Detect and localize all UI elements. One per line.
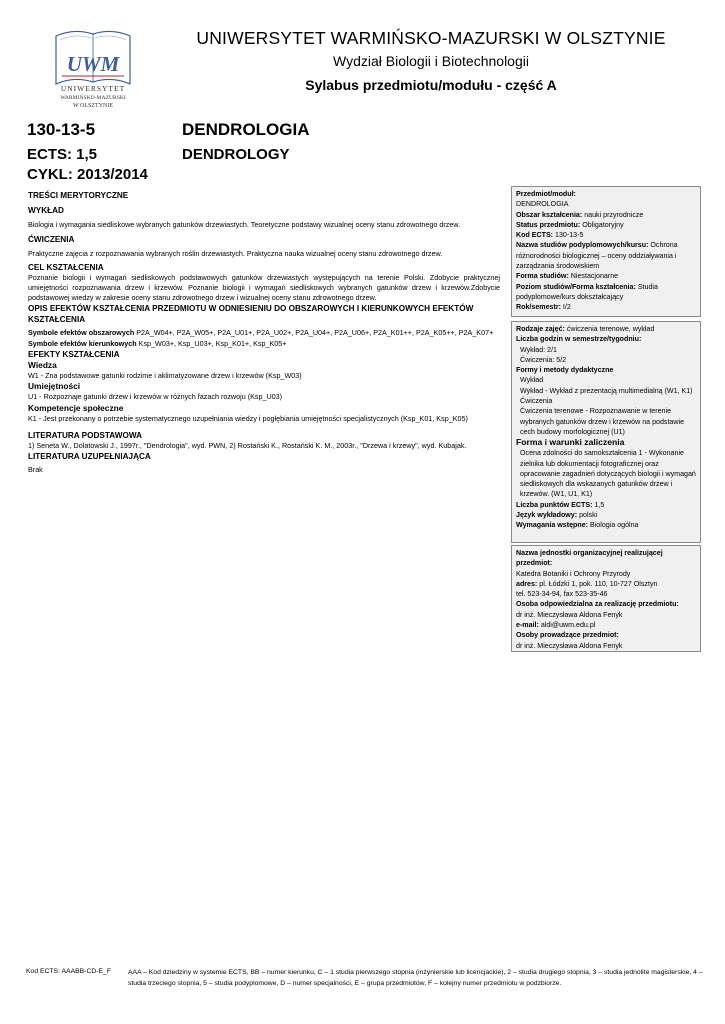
punkty-row: Liczba punktów ECTS: 1,5 xyxy=(516,500,605,509)
przedmiot-value: DENDROLOGIA xyxy=(516,200,569,209)
cel-heading: CEL KSZTAŁCENIA xyxy=(28,262,104,272)
wyklad-hours: Wykład: 2/1 xyxy=(520,345,557,354)
wiedza-text: W1 - Zna podstawowe gatunki rodzime i aklimatyzowane drzew i krzewów (Ksp_W03) xyxy=(28,371,302,381)
opis-efektow-heading: OPIS EFEKTÓW KSZTAŁCENIA PRZEDMIOTU W ODNIESIENIU DO OBSZAROWYCH I KIERUNKOWYCH EFEKTÓW KSZTAŁCENIA xyxy=(28,304,474,325)
tel-row: tel. 523-34-94, fax 523-35-46 xyxy=(516,590,608,599)
literatura-uzupelniajaca-heading: LITERATURA UZUPEŁNIAJĄCA xyxy=(28,452,151,462)
footer-code-format: Kod ECTS: AAABB-CD-E_F xyxy=(26,968,111,975)
efekty-heading: EFEKTY KSZTAŁCENIA xyxy=(28,350,120,360)
ects-points: ECTS: 1,5 xyxy=(27,146,98,163)
cycle: CYKL: 2013/2014 xyxy=(27,166,148,183)
literatura-podstawowa-text: 1) Seneta W., Dolatowski J., 1997r., "Dendrologia", wyd. PWN, 2) Rostański K., Rostański K. M., 2003r., "Drzewa i krzewy", wyd. Kubajak. xyxy=(28,440,467,450)
kompetencje-heading: Kompetencje społeczne xyxy=(28,402,124,413)
odpowiedzialna-value: dr inż. Mieczysława Aldona Fenyk xyxy=(516,610,623,619)
tresci-heading: TREŚCI MERYTORYCZNE xyxy=(28,191,129,200)
svg-text:WARMIŃSKO-MAZURSKI: WARMIŃSKO-MAZURSKI xyxy=(60,95,126,101)
poziom-row: Poziom studiów/Forma kształcenia: Studia podyplomowe/kurs dokształcający xyxy=(516,282,658,301)
formy-label: Formy i metody dydaktyczne xyxy=(516,366,614,375)
odpowiedzialna-label: Osoba odpowiedzialna za realizację przedmiotu: xyxy=(516,600,679,609)
classes-info-box xyxy=(511,321,701,543)
zaliczenie-label: Forma i warunki zaliczenia xyxy=(516,437,625,448)
svg-text:UWM: UWM xyxy=(66,52,120,76)
cwiczenia-heading: ĆWICZENIA xyxy=(28,235,75,245)
prowadzace-label: Osoby prowadzące przedmiot: xyxy=(516,631,619,640)
przedmiot-label: Przedmiot/moduł: xyxy=(516,190,576,198)
jezyk-row: Język wykładowy: polski xyxy=(516,511,598,520)
formy-cwiczenia-desc: Ćwiczenia terenowe - Rozpoznawanie w terenie wybranych gatunków drzew i krzewów na podstawie cech budowy morfologicznej (U1) xyxy=(520,407,685,436)
footer-explanation: AAA – Kod dziedziny w systemie ECTS, BB – numer kierunku, C – 1 studia pierwszego stopnia (inżynierskie lub licencjackie), 2 – studia drugiego stopnia, 3 – studia jednolite magisterskie, 4 – studia trzeciego stopnia, 5 – studia podyplomowe, D – numer specjalności, E – grupa przedmiotów, F – kolejny numer przedmiotu w podzbiorze. xyxy=(128,969,703,987)
literatura-podstawowa-heading: LITERATURA PODSTAWOWA xyxy=(28,430,143,440)
svg-text:W OLSZTYNIE: W OLSZTYNIE xyxy=(72,103,114,109)
forma-row: Forma studiów: Niestacjonarne xyxy=(516,272,619,281)
nazwa-row: Nazwa studiów podyplomowych/kursu: Ochrona różnorodności biologicznej – oceny oddziaływania i zarządzania środowiskiem xyxy=(516,241,678,271)
cwiczenia-hours: Ćwiczenia: 5/2 xyxy=(520,355,567,364)
jednostka-value: Katedra Botaniki i Ochrony Przyrody xyxy=(516,569,631,578)
course-title-en: DENDROLOGY xyxy=(182,146,290,163)
unit-info-box xyxy=(511,545,701,652)
kompetencje-text: K1 - Jest przekonany o potrzebie systematycznego uzupełniania wiedzy i pogłębiania umiejętności specjalistycznych (Ksp_K01, Ksp_K05) xyxy=(28,413,468,423)
rok-row: Rok/semestr: I/2 xyxy=(516,303,571,312)
wyklad-text: Biologia i wymagania siedliskowe wybranych gatunków drzewiastych. Teoretyczne podstawy wizualnej oceny stanu zdrowotnego drzew. xyxy=(28,220,461,229)
zaliczenie-text: Ocena zdolności do samokształcenia 1 - Wykonanie zielnika lub dokumentacji fotograficznej oraz opracowanie zagadnień dotyczących biologii i wymagań siedliskowych dla wskazanych gatunków drzew i krzewów. (W1, U1, K1) xyxy=(520,449,696,499)
symbole-kierunkowe: Symbole efektów kierunkowych Ksp_W03+, Ksp_U03+, Ksp_K01+, Ksp_K05+ xyxy=(28,338,287,348)
wiedza-heading: Wiedza xyxy=(28,360,57,371)
cel-text: Poznanie biologii i wymagań siedliskowych podstawowych gatunków drzewiastych występujących na terenie Polski. Zdobycie praktycznej umiejętności rozpoznawania drzew i krzewów. Poznanie biologii i wymagań siedliskowych wybranych gatunków drzew i krzewów.Zdobycie podstawowej wiedzy w zakresie oceny stanu zdrowotnego drzew i wizualnej oceny stanu zdrowotnego drzew. xyxy=(28,272,500,303)
syllabus-content xyxy=(28,190,500,476)
formy-wyklad-desc: Wykład - Wykład z prezentacją multimedialną (W1, K1) xyxy=(520,386,693,395)
rodzaje-row: Rodzaje zajęć: ćwiczenia terenowe, wykład xyxy=(516,325,655,333)
umiejetnosci-heading: Umiejętności xyxy=(28,381,81,392)
obszar-row: Obszar kształcenia: nauki przyrodnicze xyxy=(516,210,644,219)
liczba-godzin-label: Liczba godzin w semestrze/tygodniu: xyxy=(516,335,642,344)
faculty-name: Wydział Biologii i Biotechnologii xyxy=(333,53,529,69)
cwiczenia-text: Praktyczne zajęcia z rozpoznawania wybranych roślin drzewiastych. Praktyczna nauka wizualnej oceny stanu zdrowotnego drzew. xyxy=(28,249,443,259)
wyklad-heading: WYKŁAD xyxy=(28,206,64,215)
formy-wyklad: Wykład xyxy=(520,376,544,385)
kod-row: Kod ECTS: 130-13-5 xyxy=(516,231,584,240)
adres-row: adres: pl. Łódzki 1, pok. 110, 10-727 Olsztyn xyxy=(516,579,658,588)
formy-cwiczenia: Ćwiczenia xyxy=(520,397,553,406)
university-logo xyxy=(50,26,136,112)
literatura-uzupelniajaca-text: Brak xyxy=(28,465,43,475)
course-info-box xyxy=(511,186,701,317)
jednostka-label: Nazwa jednostki organizacyjnej realizującej przedmiot: xyxy=(516,549,663,568)
course-code: 130-13-5 xyxy=(27,120,96,139)
umiejetnosci-text: U1 - Rozpoznaje gatunki drzew i krzewów w różnych fazach rozwoju (Ksp_U03) xyxy=(28,392,283,402)
university-name: UNIWERSYTET WARMIŃSKO-MAZURSKI W OLSZTYNIE xyxy=(196,28,666,48)
sylabus-title: Sylabus przedmiotu/modułu - część A xyxy=(305,77,557,93)
email-row[interactable]: e-mail: aldi@uwm.edu.pl xyxy=(516,621,596,630)
wymagania-row: Wymagania wstępne: Biologia ogólna xyxy=(516,521,639,530)
svg-text:UNIWERSYTET: UNIWERSYTET xyxy=(60,84,126,93)
symbole-obszarowe: Symbole efektów obszarowych P2A_W04+, P2A_W05+, P2A_U01+, P2A_U02+, P2A_U04+, P2A_U06+, P2A_K01++, P2A_K05++, P2A_K07+ xyxy=(28,328,494,338)
prowadzace-value: dr inż. Mieczysława Aldona Fenyk xyxy=(516,641,623,650)
course-title-pl: DENDROLOGIA xyxy=(182,120,310,139)
status-row: Status przedmiotu: Obligatoryjny xyxy=(516,220,624,229)
